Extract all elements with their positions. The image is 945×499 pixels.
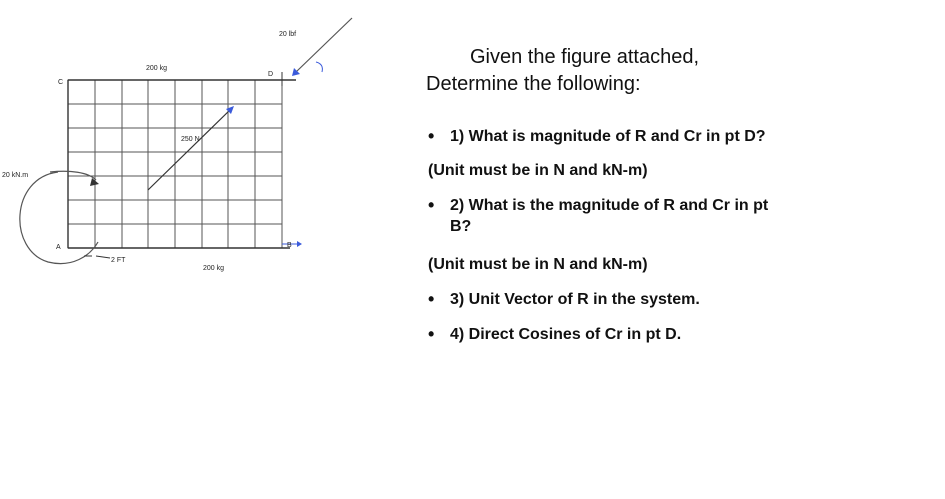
list-item (426, 126, 926, 147)
label-moment: 20 kN.m (2, 172, 29, 179)
force-arrow-20lbf (292, 18, 352, 76)
bullet-icon: • (428, 289, 435, 309)
statics-figure (0, 0, 400, 300)
list-item (426, 195, 926, 237)
unit-note-2: (Unit must be in N and kN-m) (428, 256, 648, 273)
label-mass-bottom: 200 kg (203, 265, 225, 272)
problem-heading (426, 44, 926, 98)
label-point-a: A (56, 244, 61, 251)
question-1: 1) What is magnitude of R and Cr in pt D? (450, 128, 766, 145)
label-point-b: B (287, 242, 292, 249)
question-list (426, 126, 926, 345)
list-item (426, 289, 926, 310)
label-point-c: C (58, 79, 64, 86)
unit-note-1: (Unit must be in N and kN-m) (428, 162, 648, 179)
question-2-line-2: B? (450, 218, 472, 235)
label-force-diag: 250 N (181, 136, 200, 143)
question-4: 4) Direct Cosines of Cr in pt D. (450, 326, 682, 343)
question-3: 3) Unit Vector of R in the system. (450, 291, 700, 308)
bullet-icon: • (428, 324, 435, 344)
label-mass-top: 200 kg (146, 65, 168, 72)
heading-line-2: Determine the following: (426, 73, 641, 95)
question-2-line-1: 2) What is the magnitude of R and Cr in pt (450, 197, 769, 214)
point-b-arrow (282, 241, 302, 247)
bullet-icon: • (428, 195, 435, 215)
label-force-top: 20 lbf (279, 31, 297, 38)
list-item (426, 324, 926, 345)
label-dim: 2 FT (111, 257, 126, 264)
label-point-d: D (268, 71, 274, 78)
force-arrow-250n (148, 106, 234, 190)
frame-members (68, 80, 296, 248)
bullet-icon: • (428, 126, 435, 146)
dimension-marker (84, 256, 110, 258)
problem-text (426, 44, 926, 345)
heading-line-1: Given the figure attached, (470, 46, 700, 68)
question-2 (450, 195, 926, 237)
